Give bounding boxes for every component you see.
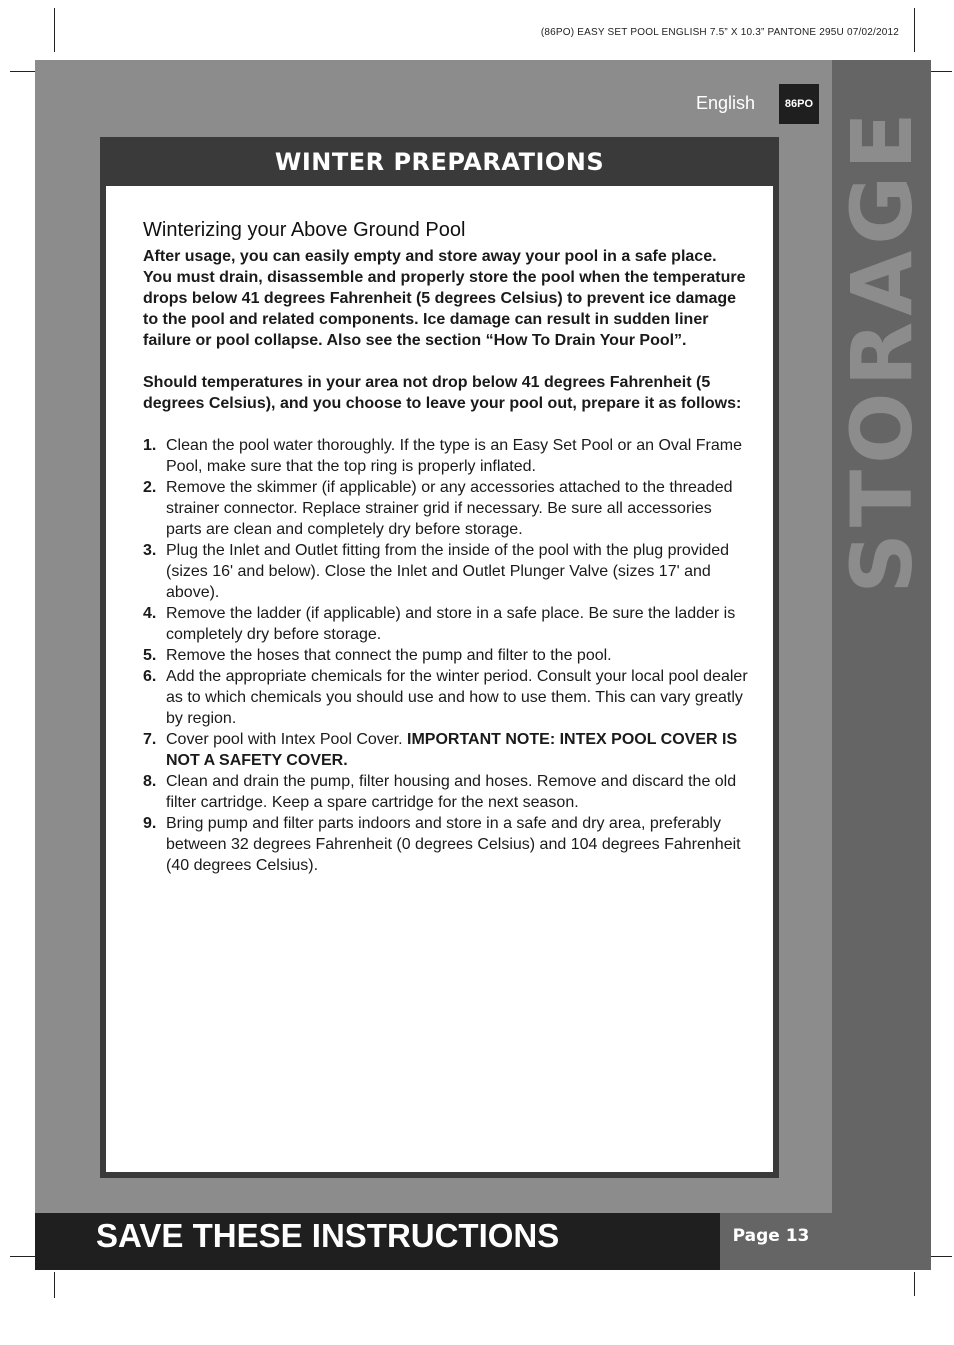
- footer-save-instructions: SAVE THESE INSTRUCTIONS: [96, 1217, 560, 1254]
- page-number: Page 13: [732, 1226, 810, 1246]
- print-spec-note: (86PO) EASY SET POOL ENGLISH 7.5” X 10.3” PANTONE 295U 07/02/2012: [540, 27, 899, 38]
- condition-paragraph: Should temperatures in your area not drop below 41 degrees Fahrenheit (5 degrees Celsius), and you choose to leave your pool out, prepare it as follows:: [143, 374, 742, 412]
- crop-mark: [914, 8, 915, 52]
- steps-list: [143, 435, 748, 876]
- crop-mark: [54, 1272, 55, 1298]
- list-item: 9. Bring pump and filter parts indoors and store in a safe and dry area, preferably between 32 degrees Fahrenheit (0 degrees Celsius) and 104 degrees Fahrenheit (40 degrees Celsius).: [143, 815, 741, 874]
- list-item: 7. Cover pool with Intex Pool Cover. IMPORTANT NOTE: INTEX POOL COVER IS NOT A SAFETY COVER.: [143, 731, 738, 769]
- language-label: English: [696, 93, 756, 113]
- list-item: 2. Remove the skimmer (if applicable) or any accessories attached to the threaded strainer connector. Replace strainer grid if necessary. Be sure all accessories parts are clean and completely dry before storage.: [143, 479, 733, 538]
- model-code-badge: 86PO: [779, 84, 819, 124]
- list-item: 1. Clean the pool water thoroughly. If the type is an Easy Set Pool or an Oval Frame Pool, make sure that the top ring is properly inflated.: [143, 437, 743, 475]
- list-item: 4. Remove the ladder (if applicable) and store in a safe place. Be sure the ladder is completely dry before storage.: [143, 605, 736, 643]
- crop-mark: [10, 1256, 36, 1257]
- winter-preparations-panel: [100, 137, 779, 1178]
- intro-paragraph: After usage, you can easily empty and store away your pool in a safe place. You must drain, disassemble and properly store the pool when the temperature drops below 41 degrees Fahrenheit (5 degrees Celsius) to prevent ice damage to the pool and related components. Ice damage can result in sudden liner failure or pool collapse. Also see the section “How To Drain Your Pool”.: [143, 248, 746, 349]
- list-item: 5. Remove the hoses that connect the pump and filter to the pool.: [143, 647, 612, 664]
- side-title-storage: STORAGE: [833, 106, 931, 594]
- important-note: IMPORTANT NOTE: INTEX POOL COVER IS NOT A SAFETY COVER.: [166, 731, 738, 769]
- panel-title: WINTER PREPARATIONS: [274, 147, 605, 176]
- list-item: 3. Plug the Inlet and Outlet fitting from the inside of the pool with the plug provided (sizes 16' and below). Close the Inlet and Outlet Plunger Valve (sizes 17' and above).: [143, 542, 730, 601]
- panel-body: [106, 186, 773, 1172]
- list-item: 8. Clean and drain the pump, filter housing and hoses. Remove and discard the old filter cartridge. Keep a spare cartridge for the next season.: [143, 773, 737, 811]
- crop-mark: [54, 8, 55, 52]
- section-subtitle: Winterizing your Above Ground Pool: [143, 219, 466, 241]
- content: [143, 219, 748, 876]
- crop-mark: [914, 1272, 915, 1296]
- list-item: 6. Add the appropriate chemicals for the winter period. Consult your local pool dealer as to which chemicals you should use and how to use them. This can vary greatly by region.: [143, 668, 748, 727]
